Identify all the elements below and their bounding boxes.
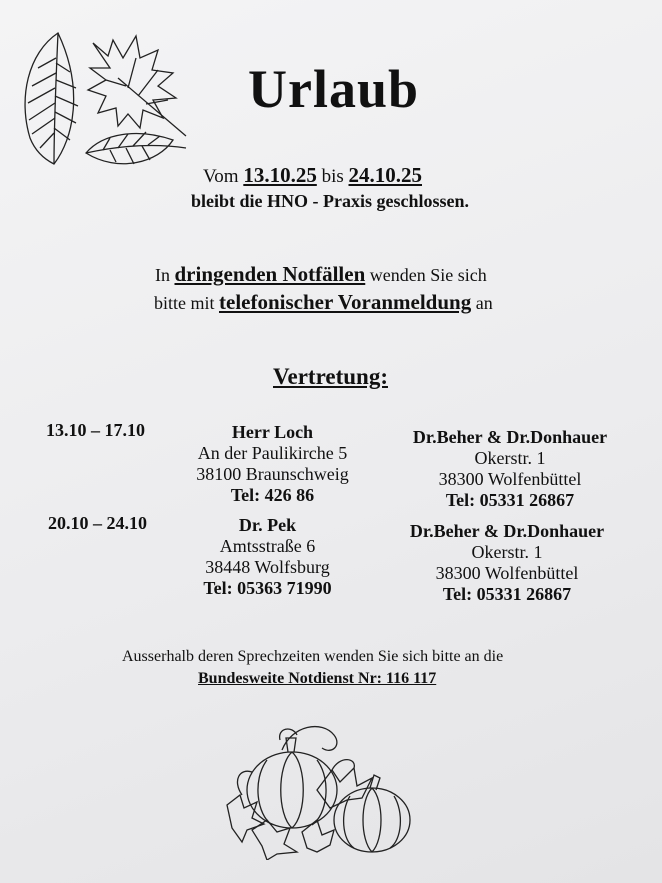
substitute-right-2 [392, 521, 622, 605]
period-to: 24.10.25 [348, 163, 422, 187]
vertretung-heading: Vertretung: [273, 364, 388, 389]
emergency-emphasis: dringenden Notfällen [174, 262, 366, 286]
period-from: 13.10.25 [243, 163, 317, 187]
substitute-street: An der Paulikirche 5 [197, 443, 348, 463]
emergency-emphasis: telefonischer Voranmeldung [219, 290, 472, 314]
substitute-right-1 [395, 427, 625, 511]
period-prefix: Vom [203, 166, 239, 187]
autumn-leaves-drawing [18, 28, 193, 173]
substitute-phone: Tel: 05331 26867 [442, 584, 572, 604]
substitute-phone: Tel: 426 86 [230, 485, 315, 505]
dates-row-1: 13.10 – 17.10 [46, 420, 145, 440]
emergency-text: bitte mit [154, 293, 215, 313]
emergency-text: an [475, 293, 493, 313]
emergency-line-1 [155, 262, 487, 287]
footer-text: Ausserhalb deren Sprechzeiten wenden Sie sich bitte an die [122, 648, 504, 665]
notdienst-number: Bundesweite Notdienst Nr: 116 117 [198, 670, 437, 687]
substitute-name: Herr Loch [231, 422, 314, 442]
emergency-line-2 [154, 290, 493, 315]
substitute-left-2 [175, 515, 360, 599]
period-middle: bis [321, 166, 344, 187]
substitute-city: 38300 Wolfenbüttel [438, 469, 582, 489]
substitute-name: Dr. Pek [238, 515, 297, 535]
closed-text: bleibt die HNO - Praxis geschlossen. [191, 191, 469, 211]
substitute-city: 38300 Wolfenbüttel [435, 563, 579, 583]
substitute-street: Okerstr. 1 [474, 448, 546, 468]
substitute-phone: Tel: 05331 26867 [445, 490, 575, 510]
substitute-street: Amtsstraße 6 [219, 536, 316, 556]
substitute-name: Dr.Beher & Dr.Donhauer [412, 427, 608, 447]
substitute-city: 38448 Wolfsburg [205, 557, 330, 577]
dates-row-2: 20.10 – 24.10 [48, 513, 147, 533]
period-line [203, 163, 422, 188]
emergency-text: wenden Sie sich [369, 265, 487, 285]
emergency-text: In [155, 265, 170, 285]
substitute-street: Okerstr. 1 [471, 542, 543, 562]
substitute-left-1 [180, 422, 365, 506]
substitute-city: 38100 Braunschweig [196, 464, 349, 484]
substitute-name: Dr.Beher & Dr.Donhauer [409, 521, 605, 541]
page-title: Urlaub [248, 59, 420, 119]
pumpkin-drawing [222, 720, 417, 860]
substitute-phone: Tel: 05363 71990 [203, 578, 332, 598]
